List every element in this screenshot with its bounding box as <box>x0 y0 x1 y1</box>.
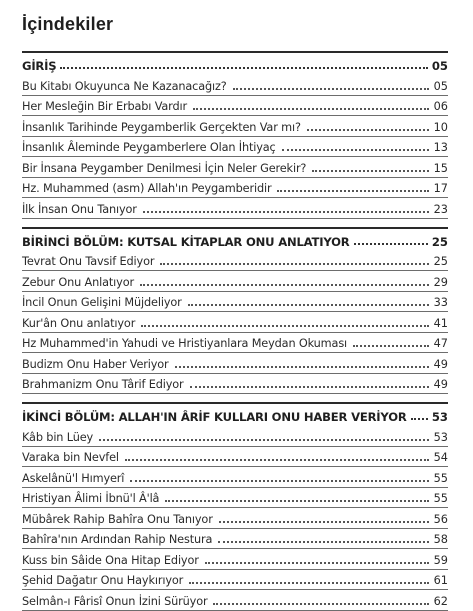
dot-leader <box>354 243 428 245</box>
section-page-number: 05 <box>431 59 448 73</box>
section-heading-title: BİRİNCİ BÖLÜM: KUTSAL KİTAPLAR ONU ANLATIYOR <box>22 234 350 249</box>
toc-entry[interactable] <box>22 570 448 591</box>
section-heading-title: GİRİŞ <box>22 59 57 73</box>
section-heading-row[interactable] <box>22 227 448 249</box>
entry-page-number: 62 <box>433 594 448 608</box>
dot-leader <box>307 129 429 131</box>
dot-leader <box>193 108 429 110</box>
entry-title: İncil Onun Gelişini Müjdeliyor <box>22 296 182 309</box>
dot-leader <box>218 541 428 543</box>
toc-entry[interactable] <box>22 116 448 137</box>
toc-entry[interactable] <box>22 447 448 468</box>
entry-page-number: 06 <box>433 100 448 113</box>
dot-leader <box>175 366 429 368</box>
entry-title: Hz Muhammed'in Yahudi ve Hristiyanlara Meydan Okuması <box>22 337 348 350</box>
toc-entry[interactable] <box>22 96 448 117</box>
dot-leader <box>233 88 429 90</box>
entry-title: İlk İnsan Onu Tanıyor <box>22 202 137 216</box>
toc-entry[interactable] <box>22 590 448 611</box>
toc-section <box>22 227 448 395</box>
entry-title: Zebur Onu Anlatıyor <box>22 275 134 289</box>
dot-leader <box>130 480 428 482</box>
entry-title: Kuss bin Sâide Ona Hitap Ediyor <box>22 553 199 567</box>
toc-entry[interactable] <box>22 75 448 96</box>
dot-leader <box>60 67 427 69</box>
toc-entry[interactable] <box>22 198 448 219</box>
dot-leader <box>188 304 429 306</box>
toc-entry[interactable] <box>22 488 448 509</box>
toc-section <box>22 402 448 611</box>
entry-title: İnsanlık Tarihinde Peygamberlik Gerçekten Var mı? <box>22 120 301 134</box>
dot-leader <box>165 500 428 502</box>
dot-leader <box>205 562 429 564</box>
entry-page-number: 59 <box>433 553 448 567</box>
toc-entry[interactable] <box>22 508 448 529</box>
entry-page-number: 49 <box>433 378 448 391</box>
toc-entry[interactable] <box>22 157 448 178</box>
entry-title: Her Mesleğin Bir Erbabı Vardır <box>22 100 187 113</box>
entry-page-number: 54 <box>433 451 448 464</box>
dot-leader <box>353 345 429 347</box>
entry-page-number: 55 <box>433 471 448 485</box>
dot-leader <box>190 386 429 388</box>
entry-page-number: 05 <box>433 79 448 93</box>
dot-leader <box>143 211 429 213</box>
section-heading-title: İKİNCİ BÖLÜM: ALLAH'IN ÂRİF KULLARI ONU HABER VERİYOR <box>22 410 407 424</box>
entry-page-number: 41 <box>433 316 448 330</box>
dot-leader <box>141 325 428 327</box>
entry-page-number: 15 <box>433 161 448 175</box>
dot-leader <box>282 149 429 151</box>
entry-title: Budizm Onu Haber Veriyor <box>22 357 169 371</box>
entry-title: Bu Kitabı Okuyunca Ne Kazanacağız? <box>22 79 227 93</box>
dot-leader <box>125 459 429 461</box>
entry-page-number: 23 <box>433 202 448 216</box>
toc-entry[interactable] <box>22 467 448 488</box>
dot-leader <box>140 284 429 286</box>
toc-entry[interactable] <box>22 426 448 447</box>
entry-title: Hz. Muhammed (asm) Allah'ın Peygamberidir <box>22 182 272 195</box>
dot-leader <box>99 439 429 441</box>
toc-entry[interactable] <box>22 333 448 354</box>
entry-page-number: 58 <box>433 533 448 546</box>
entry-page-number: 61 <box>433 574 448 587</box>
toc-entry[interactable] <box>22 251 448 272</box>
page-title: İçindekiler <box>22 14 114 34</box>
entry-page-number: 49 <box>433 357 448 371</box>
toc-entry[interactable] <box>22 312 448 333</box>
dot-leader <box>411 418 428 420</box>
entry-title: Bahîra'nın Ardından Rahip Nestura <box>22 533 213 546</box>
section-heading-row[interactable] <box>22 402 448 424</box>
toc-entry[interactable] <box>22 374 448 395</box>
entry-title: Varaka bin Nevfel <box>22 451 119 464</box>
entry-title: Bir İnsana Peygamber Denilmesi İçin Neler Gerekir? <box>22 161 307 175</box>
entry-page-number: 47 <box>433 337 448 350</box>
toc-entry[interactable] <box>22 137 448 158</box>
entry-page-number: 17 <box>433 182 448 195</box>
toc-body <box>22 51 448 611</box>
toc-entry[interactable] <box>22 271 448 292</box>
entry-page-number: 29 <box>433 275 448 289</box>
entry-page-number: 25 <box>433 255 448 268</box>
entry-title: Tevrat Onu Tavsif Ediyor <box>22 255 155 268</box>
entry-title: Kur'ân Onu anlatıyor <box>22 316 136 330</box>
dot-leader <box>277 190 428 192</box>
entry-title: Selmân-ı Fârisî Onun İzini Sürüyor <box>22 594 208 608</box>
toc-entry[interactable] <box>22 292 448 313</box>
entry-page-number: 53 <box>433 430 448 444</box>
entry-title: Hristiyan Âlimi İbnü'l Â'lâ <box>22 492 160 505</box>
dot-leader <box>312 170 428 172</box>
entry-title: Askelânü'l Hımyerî <box>22 471 125 485</box>
entry-page-number: 10 <box>433 120 448 134</box>
toc-entry[interactable] <box>22 529 448 550</box>
entry-page-number: 55 <box>433 492 448 505</box>
section-page-number: 53 <box>431 410 448 424</box>
entry-page-number: 33 <box>433 296 448 309</box>
toc-section <box>22 51 448 219</box>
entry-page-number: 56 <box>433 512 448 526</box>
dot-leader <box>160 263 428 265</box>
entry-title: Şehid Dağatır Onu Haykırıyor <box>22 574 184 587</box>
toc-entry[interactable] <box>22 353 448 374</box>
dot-leader <box>219 521 429 523</box>
entry-page-number: 13 <box>433 141 448 154</box>
table-of-contents <box>22 14 448 611</box>
entry-title: Brahmanizm Onu Târif Ediyor <box>22 378 184 391</box>
dot-leader <box>189 582 429 584</box>
section-page-number: 25 <box>431 234 448 249</box>
section-heading-row[interactable] <box>22 51 448 73</box>
dot-leader <box>213 603 428 605</box>
entry-title: Kâb bin Lüey <box>22 430 94 444</box>
entry-title: İnsanlık Âleminde Peygamberlere Olan İhtiyaç <box>22 141 276 154</box>
toc-entry[interactable] <box>22 178 448 199</box>
toc-entry[interactable] <box>22 549 448 570</box>
entry-title: Mübârek Rahip Bahîra Onu Tanıyor <box>22 512 213 526</box>
